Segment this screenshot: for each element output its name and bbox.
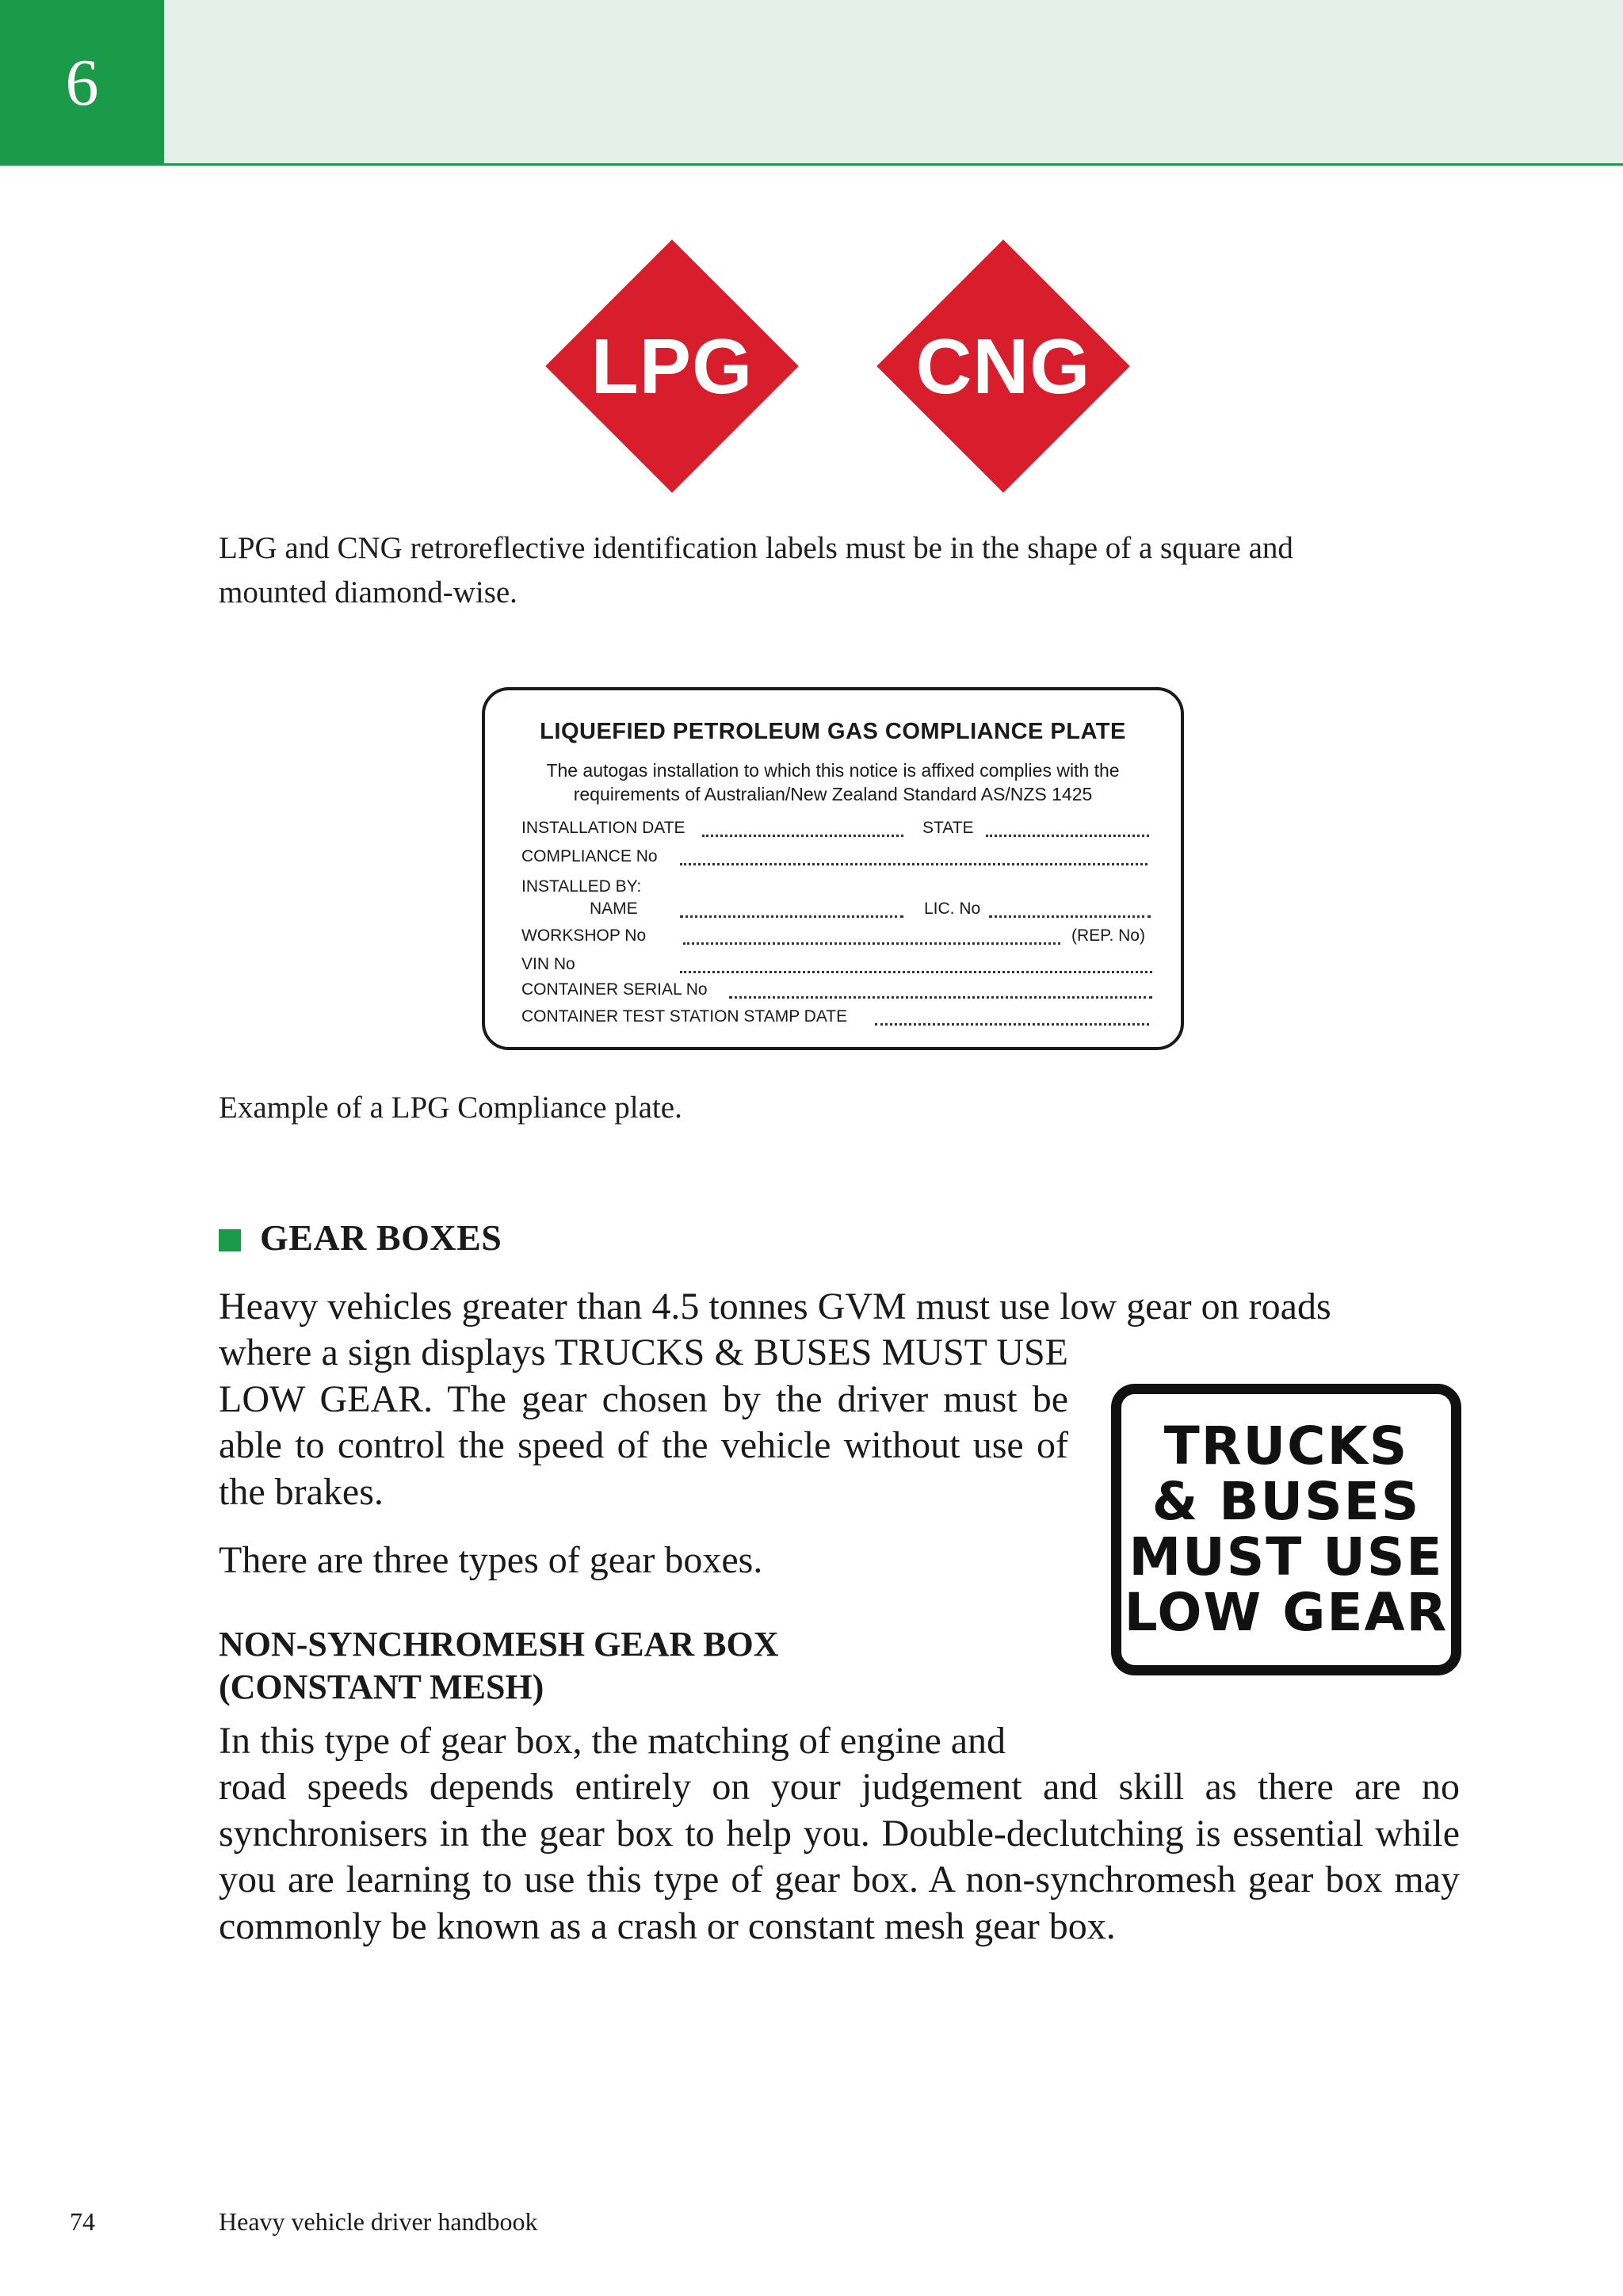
section-heading-gear-boxes: GEAR BOXES: [260, 1217, 502, 1258]
footer-page-number: 74: [70, 2207, 95, 2236]
plate-intro: [485, 758, 1181, 806]
header-band: [0, 0, 1623, 166]
plate-installed-by: INSTALLED BY:: [521, 877, 642, 896]
section-marker-square: [219, 1229, 241, 1251]
labels-caption-line1: LPG and CNG retroreflective identification labels must be in the shape of a square and: [219, 531, 1293, 565]
plate-dotted-line: [702, 835, 903, 837]
plate-lic-no: LIC. No: [924, 900, 981, 918]
plate-dotted-line: [729, 996, 1152, 999]
sub-heading-line1: NON-SYNCHROMESH GEAR BOX: [219, 1625, 779, 1664]
plate-state: STATE: [922, 819, 974, 837]
chapter-number-tab: 6: [0, 0, 164, 165]
plate-caption: Example of a LPG Compliance plate.: [219, 1091, 682, 1125]
plate-intro-line1: The autogas installation to which this notice is affixed complies with the: [546, 760, 1120, 781]
cng-diamond-label: [876, 239, 1130, 493]
gear-para1-rest: where a sign displays TRUCKS & BUSES MUST USE LOW GEAR. The gear chosen by the driver must be able to control the speed of the vehicle without use of the brakes.: [219, 1331, 1068, 1513]
sub-heading-non-synchromesh: [219, 1623, 932, 1709]
plate-dotted-line: [680, 915, 903, 918]
plate-dotted-line: [683, 942, 1060, 945]
sign-line3: MUST USE: [1128, 1526, 1444, 1587]
footer-title: Heavy vehicle driver handbook: [219, 2207, 538, 2236]
plate-installation-date: INSTALLATION DATE: [521, 819, 685, 837]
plate-title: LIQUEFIED PETROLEUM GAS COMPLIANCE PLATE: [540, 719, 1126, 744]
plate-intro-line2: requirements of Australian/New Zealand Standard AS/NZS 1425: [573, 784, 1093, 804]
plate-vin-no: VIN No: [521, 955, 575, 973]
trucks-buses-low-gear-sign: [1111, 1384, 1461, 1675]
plate-container-test: CONTAINER TEST STATION STAMP DATE: [521, 1007, 848, 1026]
labels-caption-line2: mounted diamond-wise.: [219, 575, 517, 609]
plate-dotted-line: [989, 915, 1151, 918]
plate-name: NAME: [590, 900, 638, 918]
cng-label-text: CNG: [915, 322, 1091, 410]
sub-heading-line2: (CONSTANT MESH): [219, 1668, 544, 1706]
lpg-label-text: LPG: [590, 322, 754, 410]
plate-container-serial: CONTAINER SERIAL No: [521, 980, 708, 999]
sign-line4: LOW GEAR: [1124, 1582, 1449, 1643]
plate-workshop-no: WORKSHOP No: [521, 926, 647, 945]
plate-rep-no: (REP. No): [1071, 926, 1145, 945]
gear-para3-line1: In this type of gear box, the matching of engine and: [219, 1720, 1006, 1762]
gear-para3-rest: road speeds depends entirely on your judgement and skill as there are no synchronisers in the gear box to help you. Double-declutching is essential while you are learning to use this type of gear box. A non-synchromesh gear box may commonly be known as a crash or constant mesh gear box.: [219, 1766, 1460, 1947]
gear-para2: There are three types of gear boxes.: [219, 1539, 763, 1581]
plate-compliance-no: COMPLIANCE No: [521, 847, 658, 865]
plate-dotted-line: [680, 863, 1148, 865]
sign-line1: TRUCKS: [1163, 1415, 1409, 1477]
sign-line2: & BUSES: [1151, 1471, 1421, 1532]
lpg-diamond-label: [545, 239, 799, 493]
plate-dotted-line: [986, 835, 1149, 837]
plate-dotted-line: [680, 971, 1152, 973]
gear-para1-line1: Heavy vehicles greater than 4.5 tonnes GVM must use low gear on roads: [219, 1286, 1331, 1328]
lpg-compliance-plate: [482, 687, 1184, 1050]
plate-dotted-line: [875, 1023, 1149, 1026]
